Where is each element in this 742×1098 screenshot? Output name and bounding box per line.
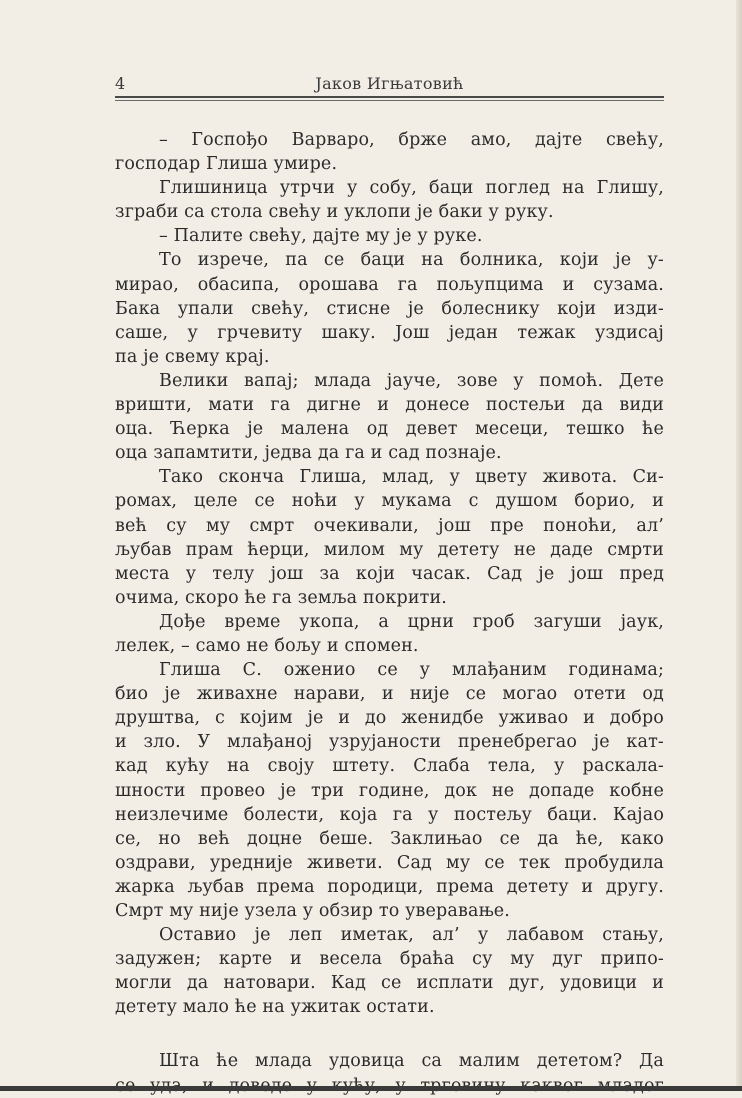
text-line: Глишиница утрчи у собу, баци поглед на Глишу, (159, 178, 664, 199)
text-line: па је свему крај. (115, 346, 270, 367)
text-line: места у телу још за који часак. Сад је још пред (115, 563, 664, 584)
text-line: Смрт му није узела у обзир то уверавање. (115, 901, 510, 921)
text-line: мирао, обасипа, орошава га пољупцима и сузама. (115, 274, 664, 295)
header-rule-thin (115, 100, 664, 101)
text-line: саше, у грчевиту шаку. Још један тежак уздисај (115, 322, 664, 343)
text-line: Глиша С. ожениo се у млађаним годинама; (159, 660, 664, 681)
text-line: Шта ће млада удовица са малим дететом? Да (159, 1051, 664, 1072)
page-number: 4 (115, 74, 126, 93)
text-line: господар Глиша умире. (115, 154, 338, 175)
scan-bottom-border (0, 1086, 742, 1091)
header-rule-thick (115, 96, 664, 98)
text-line: – Палите свећу, дајте му је у руке. (159, 226, 483, 247)
text-line: и зло. У млађаној узрујаности пренебрегао је кат- (115, 732, 664, 753)
text-line: То изрече, па се баци на болника, који је у- (159, 250, 664, 271)
text-line: Велики вапај; млада јауче, зове у помоћ. Дете (159, 370, 664, 391)
text-line: љубав прам ћерци, милом му детету не даде смрти (115, 539, 664, 560)
scan-edge (736, 0, 742, 1091)
text-line: био је живахне нарави, и није се могао отети од (115, 684, 664, 705)
text-line: ромах, целе се ноћи у мукама с душом борио, и (115, 491, 664, 512)
text-line: неизлечиме болести, која га у постељу баци. Кајао (115, 804, 664, 825)
text-line: очима, скоро ће га земља покрити. (115, 587, 447, 608)
text-line: могли да натовари. Кад се исплати дуг, удовици и (115, 973, 664, 994)
text-line: оца запамтити, једва да га и сад познаје. (115, 443, 502, 464)
text-line: Тако сконча Глиша, млад, у цвету живота. Си- (159, 467, 664, 488)
text-line: вришти, мати га дигне и донесе постељи да види (115, 395, 664, 416)
section-gap (115, 1019, 664, 1049)
text-line: оздрави, уредније живети. Сад му се тек пробудила (115, 852, 664, 873)
text-line: Бака упали свећу, стисне је болеснику који изди- (115, 298, 664, 319)
text-line: се, но већ доцне беше. Заклињао се да ће, како (115, 828, 664, 849)
text-line: Оставио је леп иметак, ал’ у лабавом стању, (159, 925, 664, 946)
text-line: лелек, – само не бољу и спомен. (115, 635, 419, 656)
text-line: друштва, с којим је и до женидбе уживао и добро (115, 708, 664, 729)
text-line: већ су му смрт очекивали, још пре поноћи, ал’ (115, 515, 664, 536)
text-line: кад кућу на своју штету. Слаба тела, у раскала- (115, 756, 664, 777)
text-line: шности провео је три године, док не допаде кобне (115, 780, 664, 801)
running-head: Јаков Игњатовић (315, 74, 464, 93)
text-line: – Госпођо Варваро, брже амо, дајте свећу, (159, 130, 664, 150)
text-line: зграби са стола свећу и уклопи је баки у руку. (115, 202, 554, 223)
text-line: детету мало ће на ужитак остати. (115, 997, 435, 1018)
body-text (115, 128, 664, 1098)
page-header (115, 72, 664, 94)
text-line: оца. Ћерка је малена од девет месеци, тешко ће (115, 419, 664, 440)
text-line: задужен; карте и весела браћа су му дуг припо- (115, 949, 664, 970)
text-line: жарка љубав према породици, према детету и другу. (115, 876, 664, 897)
text-line: Дође време укопа, а црни гроб загуши јаук, (159, 611, 664, 632)
